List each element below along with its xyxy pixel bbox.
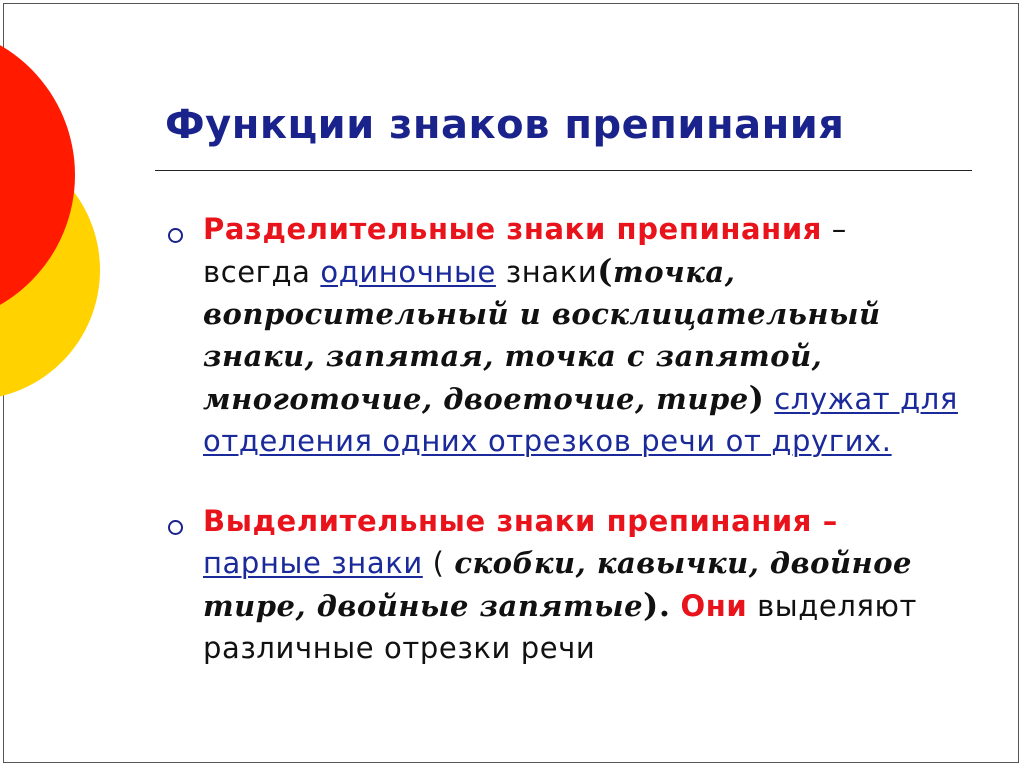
- bullet-text: [203, 208, 963, 462]
- bullet-rest: выделяют различные отрезки речи: [203, 589, 918, 665]
- close-paren: ): [748, 379, 765, 417]
- examples-list: точка, вопросительный и восклицательный знаки, запятая, точка с запятой, многоточие, двоеточие, тире: [203, 255, 881, 416]
- bullet-pre: всегда: [203, 255, 321, 289]
- slide-title: Функции знаков препинания: [165, 102, 845, 148]
- examples-list: скобки, кавычки, двойное тире, двойные запятые: [203, 546, 912, 623]
- bullet-separating-marks: [160, 208, 972, 462]
- open-paren: (: [422, 546, 455, 580]
- bullet-emphasis: Они: [680, 589, 748, 623]
- bullet-circle-icon: [168, 520, 183, 535]
- bullet-lead: Выделительные знаки препинания –: [203, 504, 838, 538]
- link-single-marks[interactable]: одиночные: [320, 255, 496, 289]
- link-paired-marks[interactable]: парные знаки: [203, 546, 423, 580]
- title-divider: [155, 170, 972, 171]
- link-serve-to-separate[interactable]: служат для отделения одних отрезков речи от других.: [203, 382, 958, 458]
- bullet-dash: –: [821, 212, 847, 246]
- open-paren: (: [597, 252, 614, 290]
- bullet-circle-icon: [168, 228, 183, 243]
- bullet-highlighting-marks: [160, 500, 972, 669]
- bullet-mid: знаки: [495, 255, 598, 289]
- bullet-text: [203, 500, 963, 669]
- close-paren: ).: [643, 586, 671, 624]
- bullet-lead: Разделительные знаки препинания: [203, 212, 822, 246]
